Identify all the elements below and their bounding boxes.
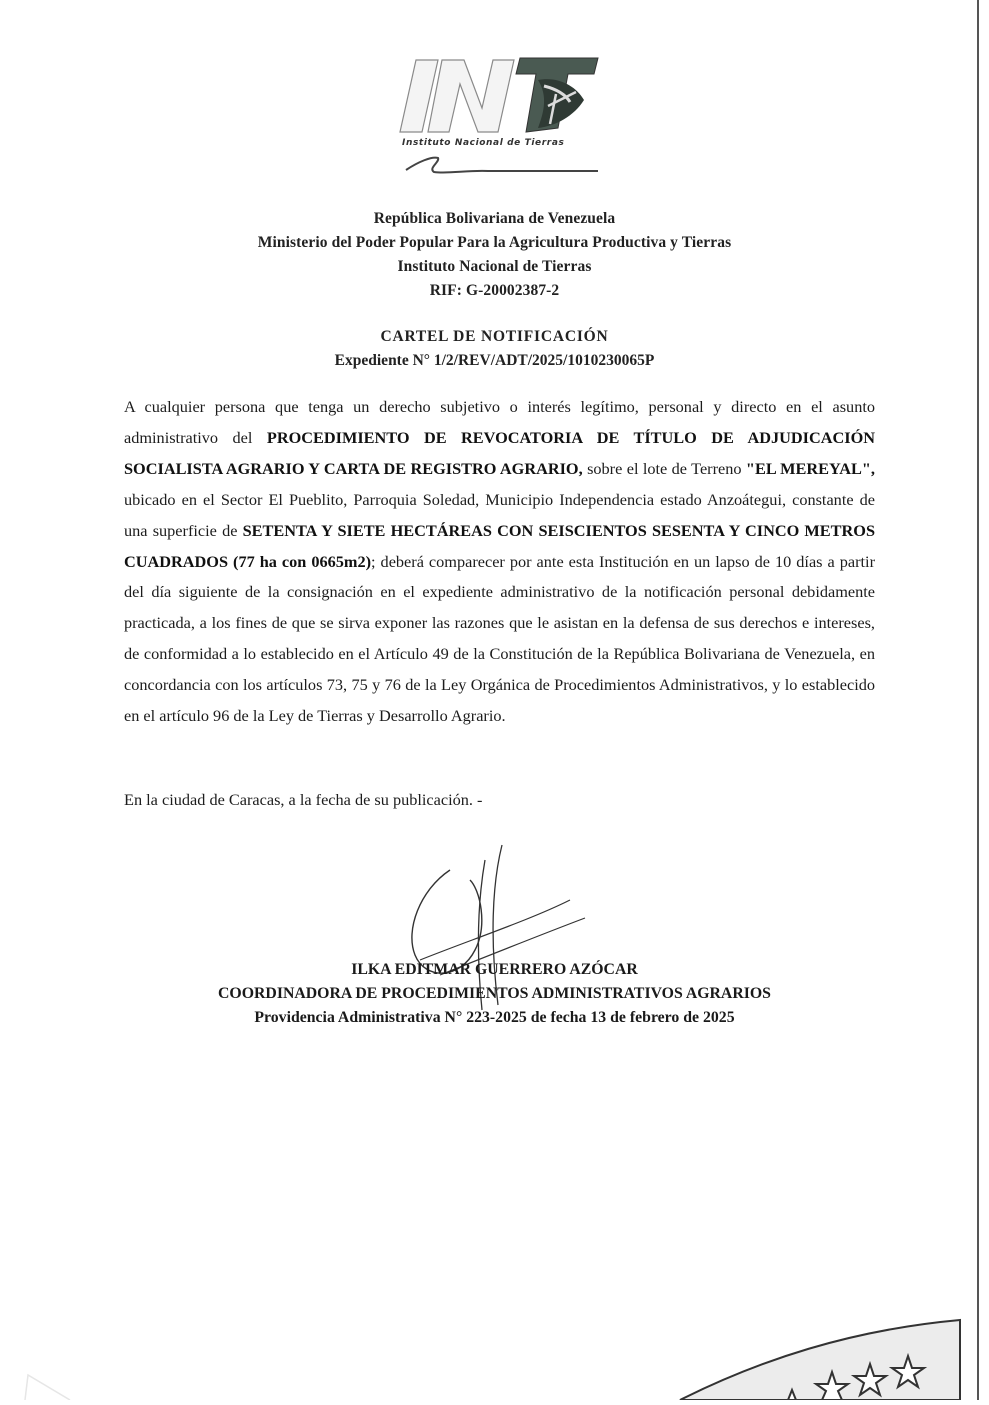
body-lot-intro: sobre el lote de Terreno: [582, 458, 746, 478]
int-logo: [398, 50, 608, 185]
signer-position: COORDINADORA DE PROCEDIMIENTOS ADMINISTRATIVOS AGRARIOS: [218, 985, 771, 1002]
rif-line: RIF: G-20002387-2: [429, 282, 560, 299]
signer-name: ILKA EDITMAR GUERRERO AZÓCAR: [351, 961, 638, 978]
body-legal-text: ; deberá comparecer por ante esta Institución en un lapso de 10 días a partir del día siguiente de la consignación en el expediente administrativo de la notificación personal debidamente practicada, a los fines de que se sirva exponer las razones que le asistan en la defensa de sus derechos e intereses, de conformidad a lo establecido en el Artículo 49 de la Constitución de la República Bolivariana de Venezuela, en concordancia con los artículos 73, 75 y 76 de la Ley Orgánica de Procedimientos Administrativos, y lo establecido en el artículo 96 de la Ley de Tierras y Desarrollo Agrario.: [124, 551, 875, 726]
notice-title: CARTEL DE NOTIFICACIÓN: [380, 328, 609, 345]
signer-block: [0, 958, 989, 1030]
stars-banner: [0, 1290, 989, 1400]
procedure-name: PROCEDIMIENTO DE REVOCATORIA DE TÍTULO DE ADJUDICACIÓN SOCIALISTA AGRARIO Y CARTA DE REGISTRO AGRARIO,: [124, 427, 875, 478]
letterhead: [0, 207, 989, 303]
closing-line: En la ciudad de Caracas, a la fecha de su publicación. -: [124, 790, 483, 809]
country-line: República Bolivariana de Venezuela: [373, 210, 616, 227]
footer-emblem: [0, 1290, 989, 1400]
int-logo-graphic: [398, 50, 608, 185]
body-location: ubicado en el Sector El Pueblito, Parroquia Soledad, Municipio Independencia estado Anzoátegui, constante de una superficie de: [124, 489, 875, 540]
signer-authority: Providencia Administrativa N° 223-2025 de fecha 13 de febrero de 2025: [254, 1009, 735, 1026]
notice-heading: [0, 325, 989, 373]
body-intro: A cualquier persona que tenga un derecho subjetivo o interés legítimo, personal y directo en el asunto administrativo del: [124, 397, 875, 447]
notice-body: [124, 392, 875, 732]
institute-line: Instituto Nacional de Tierras: [397, 258, 592, 275]
file-number: Expediente N° 1/2/REV/ADT/2025/1010230065P: [334, 352, 655, 369]
surface-area: SETENTA Y SIETE HECTÁREAS CON SEISCIENTOS SESENTA Y CINCO METROS CUADRADOS (77 ha con 0665m2): [124, 520, 875, 571]
ministry-line: Ministerio del Poder Popular Para la Agricultura Productiva y Tierras: [257, 234, 732, 251]
lot-name: "EL MEREYAL",: [745, 458, 876, 478]
logo-caption: Instituto Nacional de Tierras: [402, 138, 565, 148]
